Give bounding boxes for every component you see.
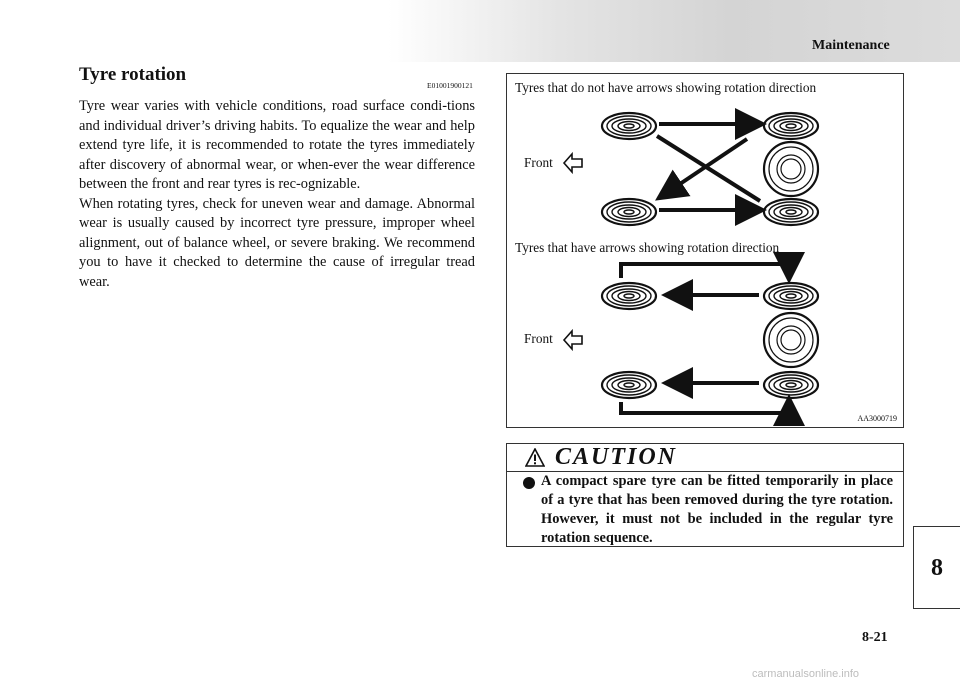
tyre-front-left — [602, 113, 656, 139]
tyre-rotation-diagram — [506, 73, 904, 428]
caution-text: A compact spare tyre can be fitted temporarily in place of a tyre that has been removed during the tyre rotation. However, it must not be included in the regular tyre rotation sequence. — [541, 473, 893, 546]
caution-title: CAUTION — [555, 444, 678, 470]
tyre-rear-left — [602, 372, 656, 398]
tyre-front-right — [764, 113, 818, 139]
body-text — [79, 97, 475, 292]
figure-code: AA3000719 — [857, 414, 897, 423]
tyre-rear-right — [764, 372, 818, 398]
page-heading: Tyre rotation — [79, 64, 187, 85]
tyre-front-left — [602, 283, 656, 309]
page-number: 8-21 — [862, 630, 888, 645]
arrow — [621, 402, 789, 413]
spare-tyre — [764, 313, 818, 367]
arrow — [621, 264, 789, 278]
caution-box — [506, 443, 904, 547]
warning-triangle-icon — [525, 448, 545, 467]
front-label: Front — [524, 331, 553, 346]
spare-tyre — [764, 142, 818, 196]
paragraph: When rotating tyres, check for uneven wear and damage. Abnormal wear is usually caused by incorrect tyre pressure, improper wheel alignment, out of balance wheel, or severe braking. We recommend you to have it checked to determine the cause of irregular tread wear. — [79, 195, 475, 290]
paragraph: Tyre wear varies with vehicle conditions, road surface condi-tions and individual driver’s driving habits. To equalize the wear and help extend tyre life, it is recommended to rotate the tyres immediately after discovery of abnormal wear, or when-ever the wear difference between the front and rear tyres is rec-ognizable. — [79, 98, 475, 192]
watermark: carmanualsonline.info — [752, 668, 860, 680]
bullet-icon — [523, 477, 535, 489]
figure-label-top: Tyres that do not have arrows showing rotation direction — [515, 80, 817, 95]
section-code: E01001900121 — [427, 81, 473, 90]
chapter-tab — [913, 526, 960, 609]
section-title: Maintenance — [812, 38, 890, 53]
caution-header — [507, 444, 903, 472]
front-arrow-icon — [564, 331, 582, 349]
front-arrow-icon — [564, 154, 582, 172]
tyre-rear-right — [764, 199, 818, 225]
front-label: Front — [524, 155, 553, 170]
chapter-number: 8 — [931, 555, 943, 581]
tyre-rear-left — [602, 199, 656, 225]
tyre-front-right — [764, 283, 818, 309]
figure-label-bottom: Tyres that have arrows showing rotation direction — [515, 240, 780, 255]
